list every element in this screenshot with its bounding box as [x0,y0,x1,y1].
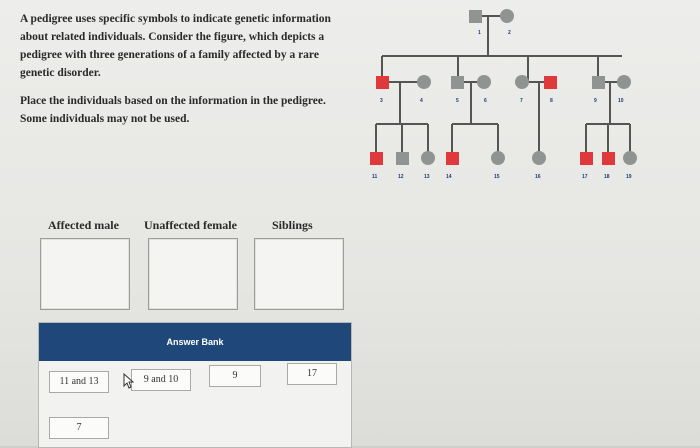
answer-chip-17[interactable]: 17 [287,363,337,385]
instructions [20,10,350,138]
pedigree-label-18: 18 [604,174,610,180]
answer-chip-11-and-13[interactable]: 11 and 13 [49,371,109,393]
pedigree-label-19: 19 [626,174,632,180]
target-label-siblings: Siblings [272,218,313,232]
instructions-paragraph-2: Place the individuals based on the information in the pedigree. Some individuals may not be used. [20,95,326,125]
pedigree-label-9: 9 [594,98,597,104]
answer-bank [38,322,352,448]
pedigree-label-8: 8 [550,98,553,104]
answer-bank-title: Answer Bank [39,323,351,361]
drop-zone-unaffected-female[interactable] [148,238,238,310]
target-label-unaffected-female: Unaffected female [144,218,237,232]
pedigree-label-10: 10 [618,98,624,104]
pedigree-label-13: 13 [424,174,430,180]
pedigree-label-7: 7 [520,98,523,104]
answer-chip-7[interactable]: 7 [49,417,109,439]
answer-chip-9[interactable]: 9 [209,365,261,387]
pedigree-label-2: 2 [508,30,511,36]
pedigree-figure [360,4,660,184]
pedigree-label-17: 17 [582,174,588,180]
pedigree-label-11: 11 [372,174,378,180]
instructions-paragraph-1: A pedigree uses specific symbols to indicate genetic information about related individuals. Consider the figure, which depicts a pedigree with three generations of a family affected by a rare genetic disorder. [20,13,331,79]
drop-zone-affected-male[interactable] [40,238,130,310]
pedigree-label-12: 12 [398,174,404,180]
mouse-cursor-icon [123,373,135,389]
pedigree-label-5: 5 [456,98,459,104]
drop-zone-siblings[interactable] [254,238,344,310]
pedigree-label-1: 1 [478,30,481,36]
answer-chip-9-and-10[interactable]: 9 and 10 [131,369,191,391]
pedigree-label-15: 15 [494,174,500,180]
pedigree-label-3: 3 [380,98,383,104]
target-label-affected-male: Affected male [48,218,119,232]
pedigree-label-14: 14 [446,174,452,180]
pedigree-label-16: 16 [535,174,541,180]
pedigree-label-6: 6 [484,98,487,104]
pedigree-label-4: 4 [420,98,423,104]
